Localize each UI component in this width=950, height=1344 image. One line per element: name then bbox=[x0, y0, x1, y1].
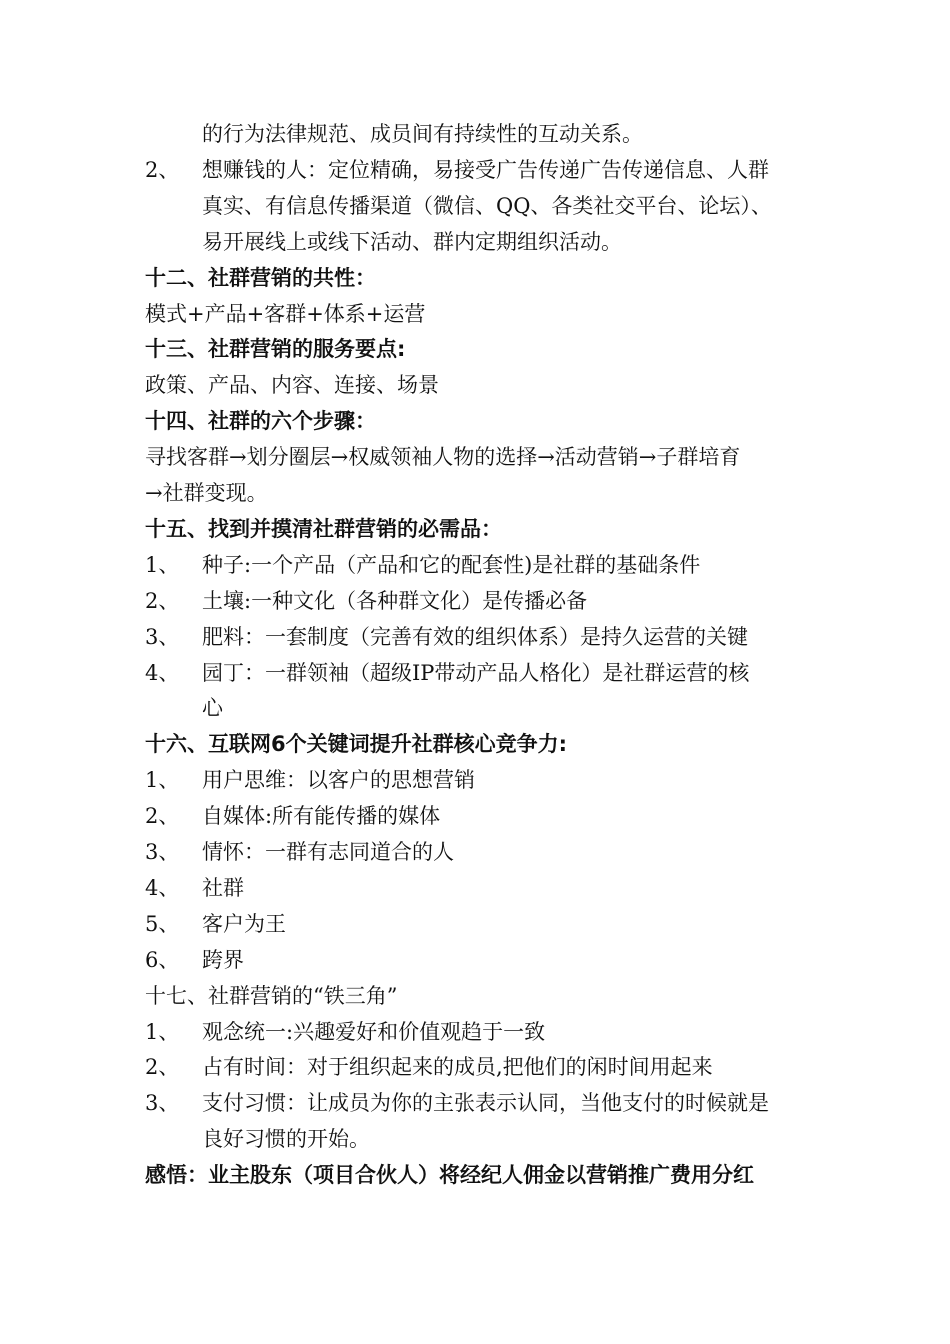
list-item-number: 2、 bbox=[145, 589, 180, 613]
list-item-text: 用户思维：以客户的思想营销 bbox=[202, 768, 475, 792]
list-item-text: 社群 bbox=[202, 876, 244, 900]
continuation-line: 的行为法律规范、成员间有持续性的互动关系。 bbox=[202, 122, 643, 146]
list-item-number: 1、 bbox=[145, 1020, 180, 1044]
list-item-text: 自媒体:所有能传播的媒体 bbox=[202, 804, 441, 828]
list-item-number: 4、 bbox=[145, 876, 180, 900]
section-heading: 感悟：业主股东（项目合伙人）将经纪人佣金以营销推广费用分红 bbox=[145, 1163, 754, 1187]
list-item-text: 想赚钱的人：定位精确，易接受广告传递广告传递信息、人群 bbox=[202, 158, 769, 182]
section-heading: 十三、社群营销的服务要点: bbox=[145, 337, 406, 361]
section-heading: 十二、社群营销的共性： bbox=[145, 266, 376, 290]
list-item-text: 跨界 bbox=[202, 948, 244, 972]
list-item-number: 2、 bbox=[145, 1055, 180, 1079]
list-item-text: 情怀：一群有志同道合的人 bbox=[202, 840, 454, 864]
section-heading: 十四、社群的六个步骤： bbox=[145, 409, 376, 433]
list-item-text: 支付习惯：让成员为你的主张表示认同，当他支付的时候就是 bbox=[202, 1091, 769, 1115]
list-item-text: 肥料：一套制度（完善有效的组织体系）是持久运营的关键 bbox=[202, 625, 748, 649]
continuation-line: 易开展线上或线下活动、群内定期组织活动。 bbox=[202, 230, 622, 254]
list-item-text: 种子:一个产品（产品和它的配套性)是社群的基础条件 bbox=[202, 553, 701, 577]
list-item-number: 3、 bbox=[145, 1091, 180, 1115]
body-text: 政策、产品、内容、连接、场景 bbox=[145, 373, 439, 397]
body-text: →社群变现。 bbox=[145, 481, 268, 505]
list-item-text: 观念统一:兴趣爱好和价值观趋于一致 bbox=[202, 1020, 546, 1044]
list-item-number: 6、 bbox=[145, 948, 180, 972]
list-item-number: 1、 bbox=[145, 553, 180, 577]
list-item-number: 3、 bbox=[145, 625, 180, 649]
list-item-text: 土壤:一种文化（各种群文化）是传播必备 bbox=[202, 589, 588, 613]
continuation-line: 真实、有信息传播渠道（微信、QQ、各类社交平台、论坛）、 bbox=[202, 194, 772, 218]
list-item-text: 占有时间：对于组织起来的成员,把他们的闲时间用起来 bbox=[202, 1055, 713, 1079]
list-item-number: 5、 bbox=[145, 912, 180, 936]
list-item-number: 1、 bbox=[145, 768, 180, 792]
body-text: 模式+产品+客群+体系+运营 bbox=[145, 302, 426, 326]
body-text: 寻找客群→划分圈层→权威领袖人物的选择→活动营销→子群培育 bbox=[145, 445, 741, 469]
list-item-text: 园丁：一群领袖（超级IP带动产品人格化）是社群运营的核 bbox=[202, 661, 750, 685]
list-item-number: 2、 bbox=[145, 158, 180, 182]
body-text: 十七、社群营销的“铁三角” bbox=[145, 984, 398, 1008]
list-item-number: 2、 bbox=[145, 804, 180, 828]
list-item-number: 4、 bbox=[145, 661, 180, 685]
section-heading: 十五、找到并摸清社群营销的必需品： bbox=[145, 517, 502, 541]
list-item-number: 3、 bbox=[145, 840, 180, 864]
continuation-line: 心 bbox=[202, 696, 223, 720]
section-heading: 十六、互联网6个关键词提升社群核心竞争力: bbox=[145, 732, 568, 756]
list-item-text: 客户为王 bbox=[202, 912, 286, 936]
continuation-line: 良好习惯的开始。 bbox=[202, 1127, 370, 1151]
